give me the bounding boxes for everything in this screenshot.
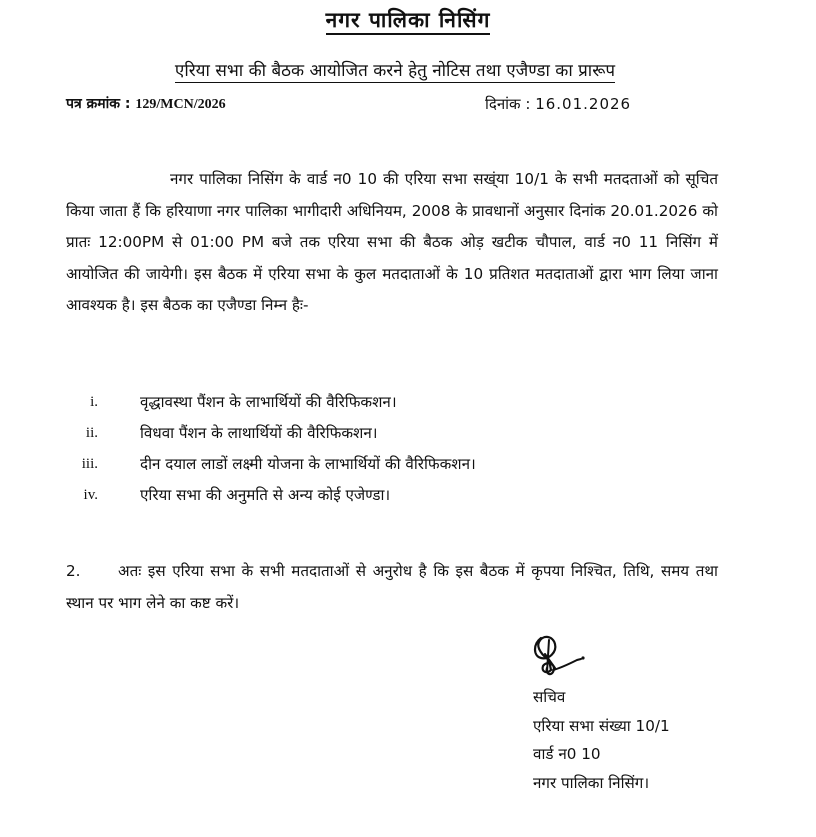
agenda-item-number: iv.	[83, 487, 98, 503]
reference-label: पत्र क्रमांक :	[66, 96, 131, 112]
agenda-item-text: वृद्धावस्था पैंशन के लाभार्थियों की वैरिफिकशन।	[140, 393, 397, 411]
agenda-item-text: दीन दयाल लाडों लक्ष्मी योजना के लाभार्थियों की वैरिफिकशन।	[140, 455, 476, 473]
signatory-designation: सचिव	[533, 688, 566, 706]
document-subtitle	[0, 58, 790, 81]
notice-paragraph-2	[66, 556, 718, 619]
reference-value: 129/MCN/2026	[135, 97, 226, 112]
signatory-municipality: नगर पालिका निसिंग।	[533, 773, 650, 792]
paragraph-2-text: अतः इस एरिया सभा के सभी मतदाताओं से अनुरोध है कि इस बैठक में कृपया निश्चित, तिथि, समय तथा स्थान पर भाग लेने का कष्ट करें।	[66, 562, 718, 612]
agenda-item-number: iii.	[81, 456, 98, 472]
agenda-item-number: i.	[90, 394, 98, 410]
paragraph-2-number: 2.	[66, 562, 81, 580]
agenda-item	[66, 449, 706, 480]
date-value: 16.01.2026	[535, 95, 632, 113]
document-title	[0, 6, 816, 34]
signatory-block	[533, 683, 670, 797]
notice-date	[485, 94, 631, 114]
signatory-area-sabha: एरिया सभा संख्या 10/1	[533, 716, 670, 735]
signatory-ward: वार्ड न0 10	[533, 745, 601, 763]
reference-number	[66, 94, 226, 113]
agenda-item-text: विधवा पैंशन के लाथार्थियों की वैरिफिकशन।	[140, 424, 378, 442]
notice-paragraph-1: नगर पालिका निसिंग के वार्ड न0 10 की एरिया सभा सख्ंया 10/1 के सभी मतदताओं को सूचित किया जाता हैं कि हरियाणा नगर पालिका भागीदारी अधिनियम, 2008 के प्रावधानों अनुसार दिनांक 20.01.2026 को प्रातः 12:00PM से 01:00 PM बजे तक एरिया सभा की बैठक ओड़ खटीक चौपाल, वार्ड न0 11 निसिंग में आयोजित की जायेगी। इस बैठक में एरिया सभा के कुल मतदाताओं के 10 प्रतिशत मतदाताओं द्वारा भाग लिया जाना आवश्यक है। इस बैठक का एजैण्डा निम्न हैः-	[66, 170, 718, 315]
agenda-item-number: ii.	[85, 425, 98, 441]
date-label: दिनांक :	[485, 95, 531, 113]
agenda-item	[66, 418, 706, 449]
agenda-item	[66, 387, 706, 418]
agenda-list	[66, 387, 706, 511]
agenda-item	[66, 480, 706, 511]
document-subtitle-text: एरिया सभा की बैठक आयोजित करने हेतु नोटिस तथा एजैण्डा का प्रारूप	[174, 61, 616, 81]
agenda-item-text: एरिया सभा की अनुमति से अन्य कोई एजेण्डा।	[140, 486, 391, 504]
signature-icon	[531, 634, 587, 678]
document-title-text: नगर पालिका निसिंग	[326, 8, 491, 35]
signature-image	[531, 634, 587, 678]
